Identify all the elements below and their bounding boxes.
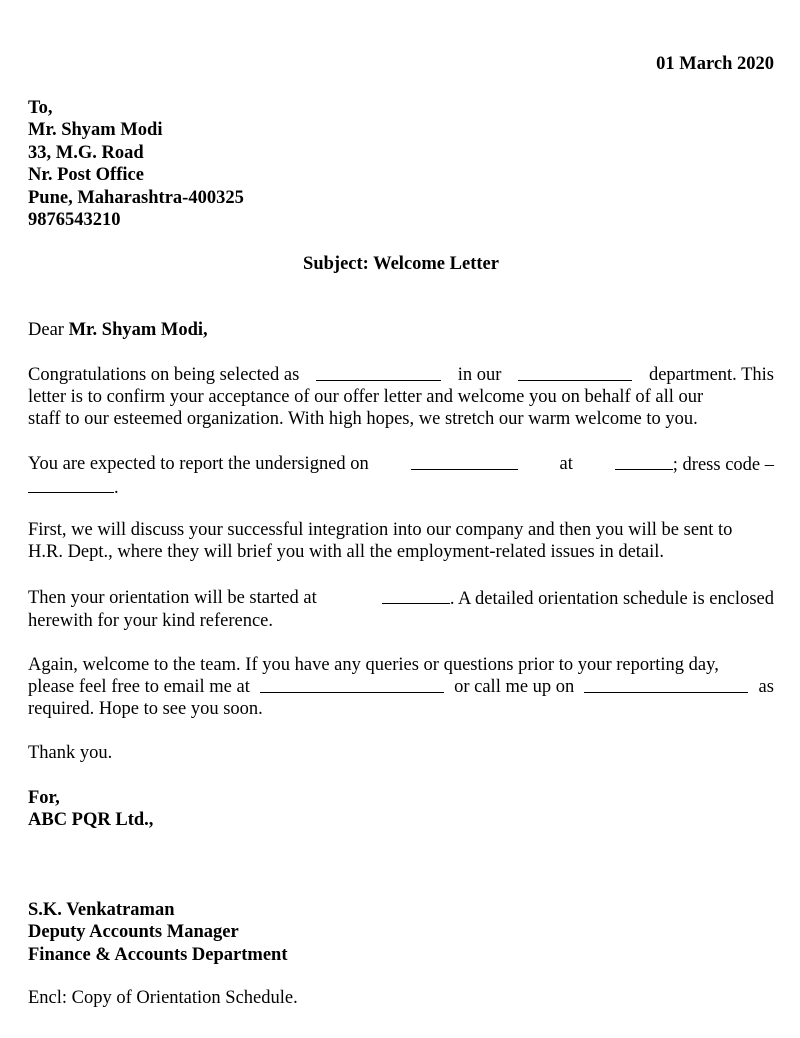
text-line	[28, 676, 774, 698]
text-line: herewith for your kind reference.	[28, 611, 274, 631]
paragraph-congratulations	[28, 364, 774, 430]
report-time-blank	[615, 453, 673, 470]
text-segment: or call me up on	[454, 677, 575, 697]
phone-blank	[584, 676, 748, 693]
report-date-blank	[411, 453, 518, 470]
email-blank	[260, 676, 444, 693]
text-segment: department. This	[648, 365, 774, 385]
address-line: 9876543210	[28, 209, 121, 230]
company-name: ABC PQR Ltd.,	[28, 810, 154, 831]
paragraph-reporting	[28, 453, 774, 499]
signatory-name: S.K. Venkatraman	[28, 900, 175, 920]
text-line: H.R. Dept., where they will brief you with all the employment-related issues in detail.	[28, 542, 665, 562]
signatory-title: Deputy Accounts Manager	[28, 922, 239, 943]
orientation-time-blank	[382, 587, 450, 604]
text-line	[28, 587, 774, 610]
subject-line: Subject: Welcome Letter	[303, 254, 499, 274]
text-line: required. Hope to see you soon.	[28, 699, 263, 719]
text-segment: Congratulations on being selected as	[28, 365, 300, 385]
enclosure-note: Encl: Copy of Orientation Schedule.	[28, 988, 298, 1008]
text-line: Again, welcome to the team. If you have any queries or questions prior to your reporting day,	[28, 655, 719, 675]
signatory-department: Finance & Accounts Department	[28, 944, 288, 965]
text-segment: in our	[457, 365, 502, 385]
text-line	[28, 476, 774, 499]
closing-line: For,	[28, 788, 60, 808]
text-segment: please feel free to email me at	[28, 677, 250, 697]
text-segment: Then your orientation will be started at	[28, 588, 317, 608]
position-blank	[316, 364, 441, 381]
address-line: 33, M.G. Road	[28, 142, 144, 163]
letter-page	[28, 0, 774, 1038]
text-segment: ; dress code –	[672, 455, 774, 475]
salutation-prefix: Dear	[28, 320, 64, 340]
address-line: Nr. Post Office	[28, 165, 144, 186]
text-segment: at	[559, 454, 573, 474]
salutation	[28, 319, 208, 341]
dress-code-blank	[28, 476, 114, 493]
thank-you: Thank you.	[28, 743, 113, 763]
text-segment: You are expected to report the undersigned on	[28, 454, 369, 474]
text-line: staff to our esteemed organization. With high hopes, we stretch our warm welcome to you.	[28, 409, 698, 429]
text-line	[28, 364, 774, 386]
closing	[28, 787, 153, 832]
signature-block	[28, 899, 287, 966]
address-line: Pune, Maharashtra-400325	[28, 187, 244, 208]
recipient-address	[28, 97, 244, 231]
paragraph-orientation	[28, 587, 774, 632]
address-line: Mr. Shyam Modi	[28, 120, 163, 141]
text-line	[28, 453, 774, 476]
text-segment: as	[758, 677, 774, 697]
paragraph-integration	[28, 519, 774, 563]
text-segment: . A detailed orientation schedule is enclosed	[449, 589, 774, 609]
address-line: To,	[28, 98, 53, 118]
text-line: First, we will discuss your successful integration into our company and then you will be sent to	[28, 520, 733, 540]
salutation-name: Mr. Shyam Modi,	[68, 320, 208, 340]
letter-date: 01 March 2020	[656, 54, 774, 74]
paragraph-contact	[28, 654, 774, 720]
text-segment: .	[114, 478, 119, 498]
text-line: letter is to confirm your acceptance of our offer letter and welcome you on behalf of all our	[28, 387, 704, 407]
department-blank	[518, 364, 632, 381]
